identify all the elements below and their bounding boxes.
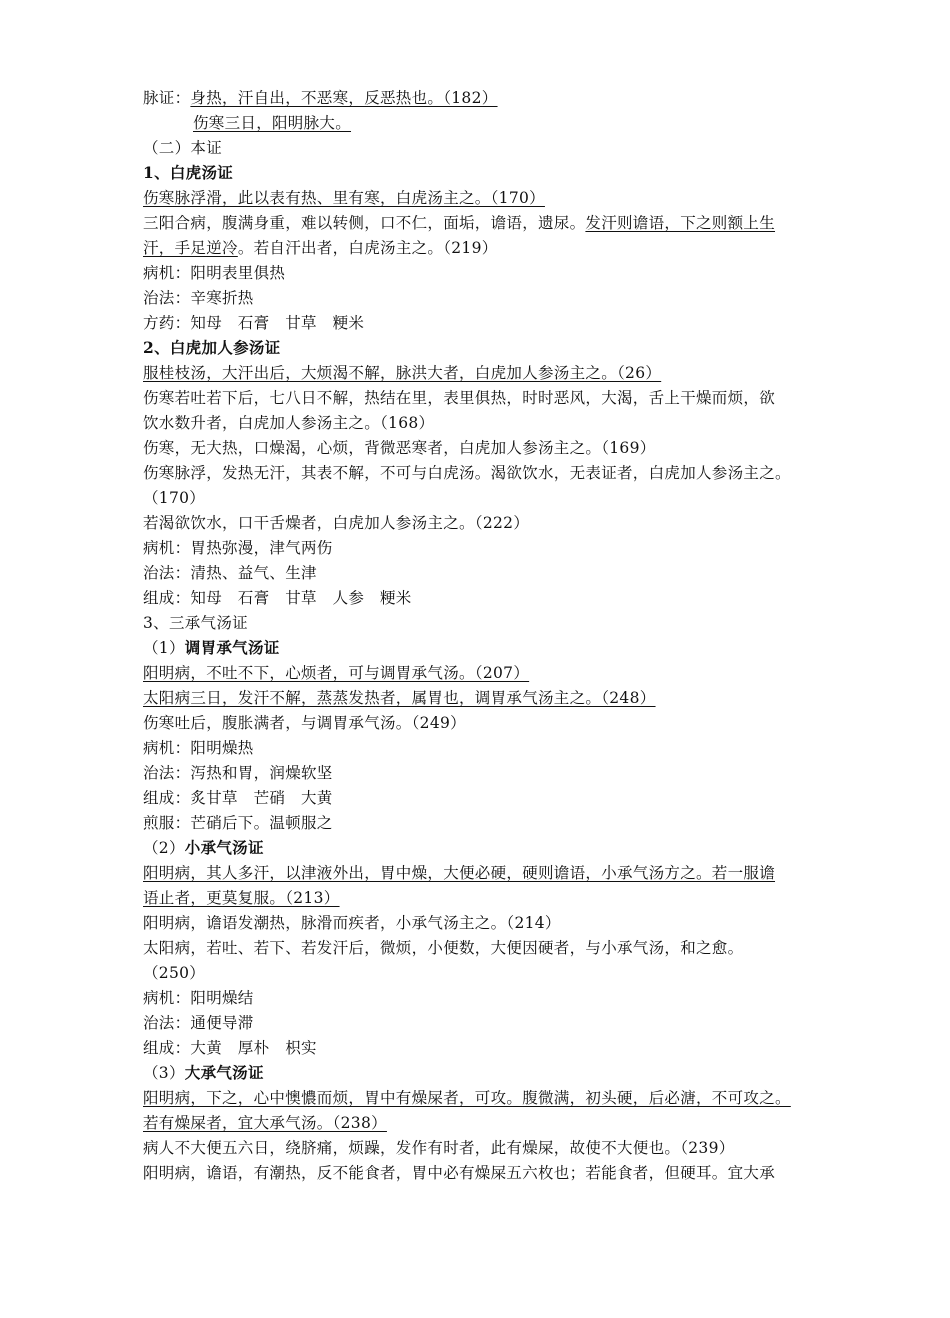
underlined-text: 发汗则谵语，下之则额上生 [585, 214, 776, 232]
text-line: 病机：阳明燥热 [143, 739, 254, 757]
text-line: 阳明病，下之，心中懊憹而烦，胃中有燥屎者，可攻。腹微满，初头硬，后必溏，不可攻之。 [143, 1089, 791, 1107]
text-line: （250） [143, 964, 206, 982]
underlined-text: 汗，手足逆冷 [143, 239, 238, 257]
text-line: 病机：胃热弥漫，津气两伤 [143, 539, 333, 557]
text-line: 方药：知母 石膏 甘草 粳米 [143, 314, 365, 332]
text-line: 组成：大黄 厚朴 枳实 [143, 1039, 317, 1057]
item-heading: 小承气汤证 [184, 838, 264, 857]
text-line: 阳明病，谵语，有潮热，反不能食者，胃中必有燥屎五六枚也；若能食者，但硬耳。宜大承 [143, 1164, 776, 1182]
text-line: 阳明病，其人多汗，以津液外出，胃中燥，大便必硬，硬则谵语，小承气汤方之。若一服谵 [143, 864, 776, 882]
text-line: 病人不大便五六日，绕脐痛，烦躁，发作有时者，此有燥屎，故使不大便也。（239） [143, 1139, 735, 1157]
label-text: 脉证： [143, 89, 191, 107]
text-line: 治法：清热、益气、生津 [143, 564, 317, 582]
item-number: （2） [143, 839, 185, 857]
text-line: 若渴欲饮水，口干舌燥者，白虎加人参汤主之。（222） [143, 514, 530, 532]
text-line: 病机：阳明表里俱热 [143, 264, 286, 282]
item-heading: 调胃承气汤证 [184, 638, 280, 657]
text-line: 治法：辛寒折热 [143, 289, 254, 307]
text-line: 语止者，更莫复服。（213） [143, 889, 340, 907]
text-line: 服桂枝汤，大汗出后，大烦渴不解，脉洪大者，白虎加人参汤主之。（26） [143, 364, 662, 382]
item-heading: 大承气汤证 [184, 1063, 264, 1082]
text-line [143, 212, 823, 234]
text-line: （170） [143, 489, 206, 507]
text-line [143, 237, 823, 259]
text-line [143, 1062, 823, 1084]
text-line: 饮水数升者，白虎加人参汤主之。（168） [143, 414, 435, 432]
section-heading: （二）本证 [143, 139, 223, 157]
text-line: 伤寒若吐若下后，七八日不解，热结在里，表里俱热，时时恶风，大渴，舌上干燥而烦，欲 [143, 389, 776, 407]
text-line: 太阳病三日，发汗不解，蒸蒸发热者，属胃也，调胃承气汤主之。（248） [143, 689, 656, 707]
text-line: 组成：知母 石膏 甘草 人参 粳米 [143, 589, 412, 607]
text-line: 若有燥屎者，宜大承气汤。（238） [143, 1114, 387, 1132]
text-line: 阳明病，谵语发潮热，脉滑而疾者，小承气汤主之。（214） [143, 914, 561, 932]
subsection-heading: 2、白虎加人参汤证 [143, 338, 281, 357]
text-line: 伤寒脉浮滑，此以表有热、里有寒，白虎汤主之。（170） [143, 189, 545, 207]
underlined-text: 身热，汗自出，不恶寒，反恶热也。（182） [190, 89, 498, 107]
text-line: 伤寒脉浮，发热无汗，其表不解，不可与白虎汤。渴欲饮水，无表证者，白虎加人参汤主之。 [143, 464, 791, 482]
text-line: 伤寒，无大热，口燥渴，心烦，背微恶寒者，白虎加人参汤主之。（169） [143, 439, 656, 457]
text-line: 治法：通便导滞 [143, 1014, 254, 1032]
text-line: 煎服：芒硝后下。温顿服之 [143, 814, 333, 832]
text-line: 治法：泻热和胃，润燥软坚 [143, 764, 333, 782]
text-line [143, 87, 823, 109]
subsection-heading: 3、三承气汤证 [143, 614, 248, 632]
text-line: 伤寒三日，阳明脉大。 [193, 114, 352, 132]
plain-text: 三阳合病，腹满身重，难以转侧，口不仁，面垢，谵语，遗尿。 [143, 214, 586, 232]
text-line: 组成：炙甘草 芒硝 大黄 [143, 789, 333, 807]
text-line: 病机：阳明燥结 [143, 989, 254, 1007]
text-line: 太阳病，若吐、若下、若发汗后，微烦，小便数，大便因硬者，与小承气汤，和之愈。 [143, 939, 744, 957]
plain-text: 。若自汗出者，白虎汤主之。（219） [237, 239, 498, 257]
text-line [143, 837, 823, 859]
item-number: （1） [143, 639, 185, 657]
item-number: （3） [143, 1064, 185, 1082]
text-line: 伤寒吐后，腹胀满者，与调胃承气汤。（249） [143, 714, 466, 732]
text-line [143, 637, 823, 659]
subsection-heading: 1、白虎汤证 [143, 163, 234, 182]
text-line: 阳明病，不吐不下，心烦者，可与调胃承气汤。（207） [143, 664, 530, 682]
